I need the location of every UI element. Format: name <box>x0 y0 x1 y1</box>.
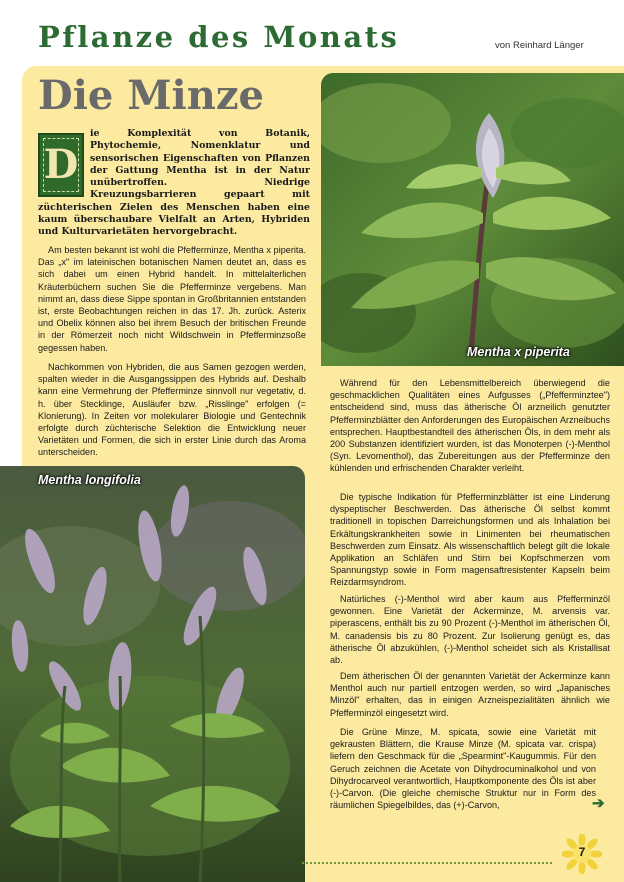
paragraph-7: Die Grüne Minze, M. spicata, sowie eine Varietät mit gekrausten Blättern, die Krause Minze (M. spicata var. crispa) liefern den Geschmack für die „Spearmint"-Kaugummis. Für den Geruch zeichnen die Acetate von Dihydrocuminalkohol und von Dihydrocarveol verantwortlich, Hauptkomponente des Öls ist aber (-)-Carvon. (Die gleiche chemische Struktur nur in Form des räumlichen Spiegelbildes, das (+)-Carvon, <box>330 727 596 811</box>
author-line: von Reinhard Länger <box>495 40 584 51</box>
caption-mentha-piperita: Mentha x piperita <box>467 345 570 359</box>
paragraph-6: Dem ätherischen Öl der genannten Varietät der Ackerminze kann Menthol auch nur partiell entzogen werden, so wird „Japanisches Minzöl" erhalten, das in einigen Arzneispezialitäten ähnlich wie Pfefferminzöl eingesetzt wird. <box>330 671 610 718</box>
article-title: Die Minze <box>38 72 264 119</box>
dropcap-letter: D <box>43 141 79 188</box>
page-number: 7 <box>578 845 586 859</box>
dropcap-initial <box>38 133 84 197</box>
paragraph-2: Nachkommen von Hybriden, die aus Samen gezogen werden, spalten wieder in die Ausgangssippen des Hybrids auf. Deshalb kann eine Vermehrung der Pfefferminze sinnvoll nur vegetativ, d. h. über Stecklinge, Ausläufer bzw. „Risslinge" erfolgen (= Klonierung). In Zeiten vor molekularer Biologie und Gentechnik erfolgte durch züchterische Selektion die Entwicklung neuer Varietäten und Formen, die sich in erster Linie durch das Aroma unterscheiden. <box>38 362 306 458</box>
paragraph-5: Natürliches (-)-Menthol wird aber kaum aus Pfefferminzöl gewonnen. Eine Varietät der Ackerminze, M. arvensis var. piperascens, enthält bis zu 90 Prozent (-)-Menthol im ätherischen Öl, M. canadensis bis zu 80 Prozent. Zur Isolierung genügt es, das ätherische Öl abzukühlen, (-)-Menthol scheidet sich als Kristallisat ab. <box>330 594 610 666</box>
series-title: Pflanze des Monats <box>38 20 400 54</box>
page-header <box>0 0 624 66</box>
caption-mentha-longifolia: Mentha longifolia <box>38 473 141 487</box>
paragraph-1: Am besten bekannt ist wohl die Pfefferminze, Mentha x piperita. Das „x" im lateinischen botanischen Namen deutet an, dass es sich dabei um einen Hybrid handelt. In mittelalterlichen Kräuterbüchern suchen Sie die Pfefferminze vergebens. Man nimmt an, dass diese Sippe spontan in Großbritannien entstanden ist, erste Beobachtungen reichen in das 17. Jh. zurück. Asterix und Obelix können also bei ihrem Besuch der britischen Freunde in der Römerzeit noch nicht Wildschwein in Pfefferminzsoße gegessen haben. <box>38 245 306 353</box>
paragraph-3: Während für den Lebensmittelbereich überwiegend die geschmacklichen Qualitäten eines Aufgusses („Pfefferminztee") entscheidend sind, muss das ätherische Öl arzneilich genutzter Pfefferminzblätter den Anforderungen des Europäischen Arzneibuchs entsprechen. Hauptbestandteil des ätherischen Öls, in dem mehr als 200 Substanzen identifiziert wurden, ist das Monoterpen (-)-Menthol (Syn. Levomenthol), das Zubereitungen aus der Pfefferminze den kühlenden und erfrischenden Charakter verleiht. <box>330 378 610 474</box>
paragraph-4: Die typische Indikation für Pfefferminzblätter ist eine Linderung dyspeptischer Beschwerden. Das ätherische Öl selbst kommt traditionell in topischen Darreichungsformen und als Inhalation bei Erkältungskrankheiten sowie in Linimenten bei rheumatischen Beschwerden zum Einsatz. Als wissenschaftlich belegt gilt die lokale Applikation an Schläfen und Stirn bei Kopfschmerzen vom Spannungstyp sowie in Form magensaftresistenter Kapseln beim Reizdarmsyndrom. <box>330 492 610 588</box>
continue-arrow-icon: ➔ <box>592 795 605 812</box>
lead-text: ie Komplexität von Botanik, Phytochemie, Nomenklatur und sensorischen Eigenschaften von Pflanzen der Gattung Mentha ist in der Natur unübertroffen. Niedrige Kreuzungsbarrieren gepaart mit züchterischen Zielen des Menschen haben eine kaum überschaubare Vielfalt an Arten, Hybriden und Kulturvarietäten hervorgebracht. <box>38 128 310 238</box>
photo-mentha-piperita <box>321 73 624 366</box>
photo-mentha-longifolia <box>0 466 305 882</box>
footer-divider <box>302 862 552 864</box>
